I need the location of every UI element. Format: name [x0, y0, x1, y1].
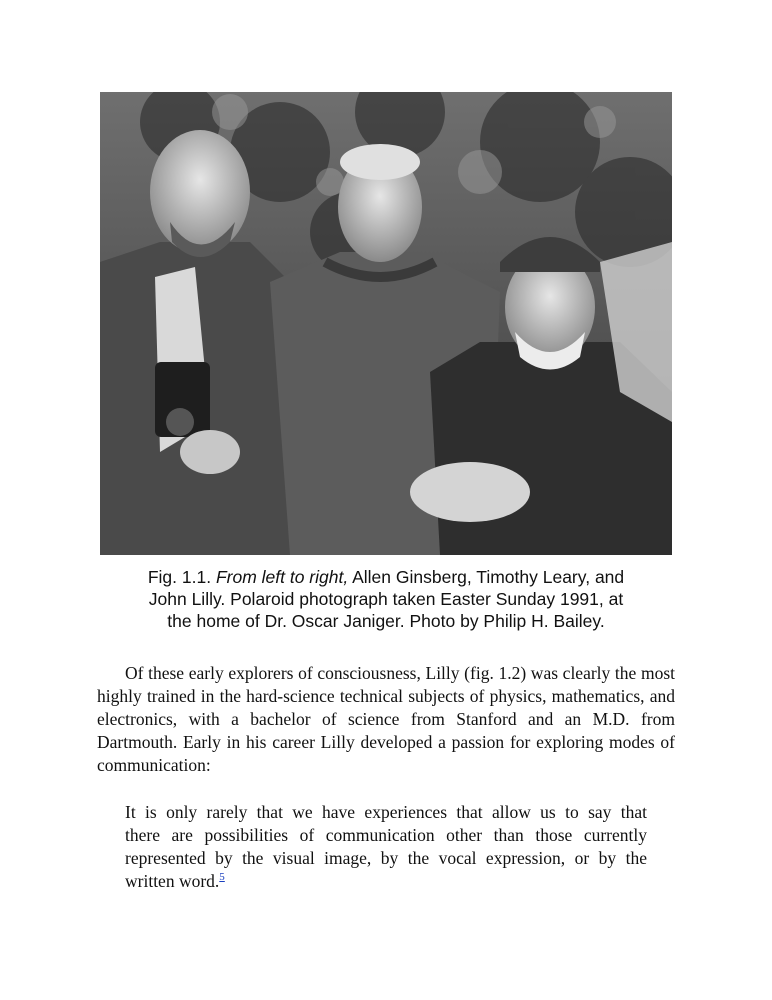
quote-line-4-text: written word. — [125, 871, 220, 891]
figure-photo — [100, 92, 672, 555]
caption-italic: From left to right, — [215, 567, 349, 587]
caption-line-3: the home of Dr. Oscar Janiger. Photo by Philip H. Bailey. — [167, 611, 605, 631]
caption-rest: Allen Ginsberg, Timothy Leary, and — [348, 567, 625, 587]
footnote-link[interactable]: 5 — [219, 871, 225, 884]
quote-line-4 — [125, 870, 647, 893]
body-paragraph — [97, 662, 675, 777]
quote-line-1: It is only rarely that we have experiences that allow us to say that — [125, 802, 647, 822]
block-quote — [125, 801, 647, 893]
photo-illustration — [100, 92, 672, 555]
quote-line-3: represented by the visual image, by the vocal expression, or by the — [125, 848, 647, 868]
caption-prefix: Fig. 1.1. — [147, 567, 216, 587]
quote-line-2: there are possibilities of communication other than those currently — [125, 825, 647, 845]
caption-line-2: John Lilly. Polaroid photograph taken Easter Sunday 1991, at — [148, 589, 624, 609]
figure-caption — [100, 566, 672, 632]
body-paragraph-text: Of these early explorers of consciousness, Lilly (fig. 1.2) was clearly the most highly trained in the hard-science technical subjects of physics, mathematics, and electronics, with a bachelor of science from Stanford and an M.D. from Dartmouth. Early in his career Lilly developed a passion for exploring modes of communication: — [97, 663, 675, 775]
